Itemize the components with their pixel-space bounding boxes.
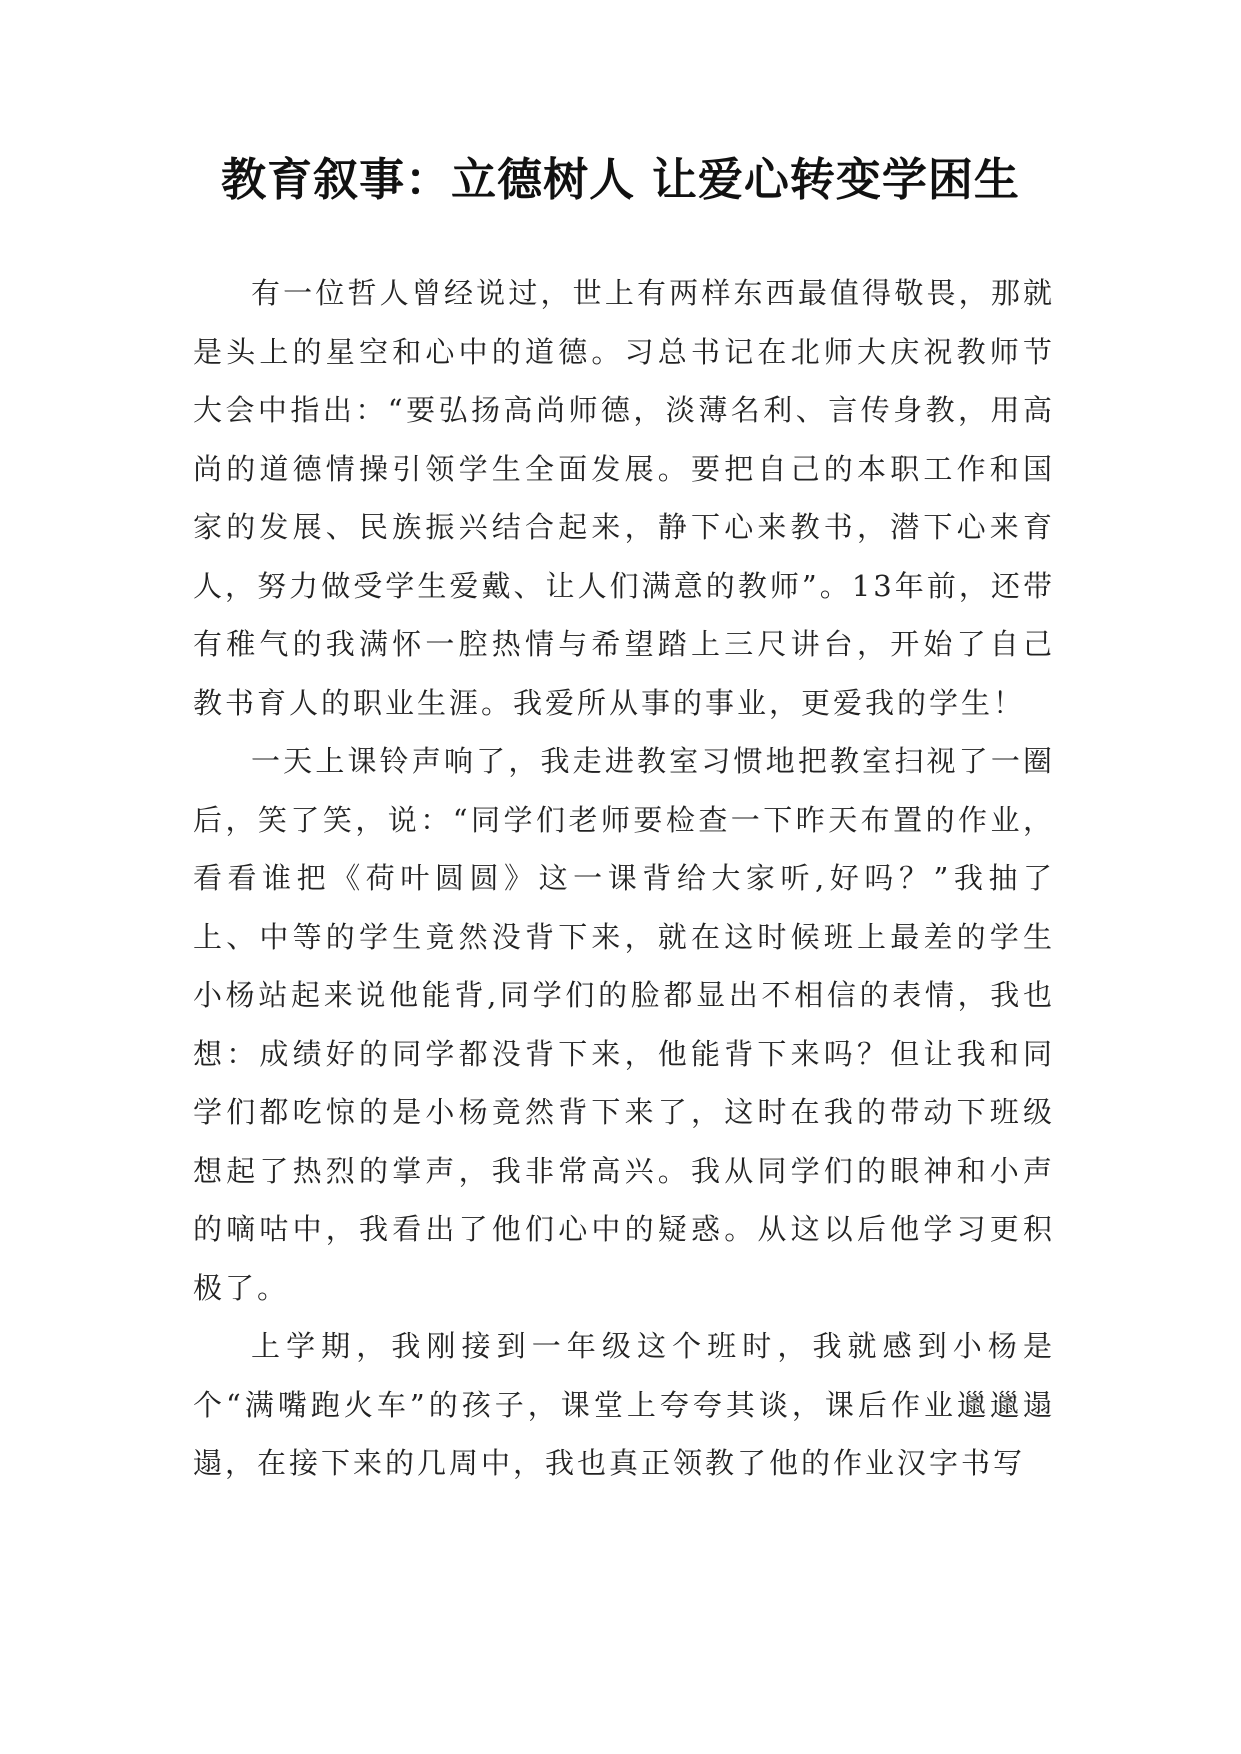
document-body [193,264,1055,1493]
paragraph-2: 一天上课铃声响了，我走进教室习惯地把教室扫视了一圈后，笑了笑，说：“同学们老师要检查一下昨天布置的作业，看看谁把《荷叶圆圆》这一课背给大家听,好吗？”我抽了上、中等的学生竟然没背下来，就在这时候班上最差的学生小杨站起来说他能背,同学们的脸都显出不相信的表情，我也想：成绩好的同学都没背下来，他能背下来吗？但让我和同学们都吃惊的是小杨竟然背下来了，这时在我的带动下班级想起了热烈的掌声，我非常高兴。我从同学们的眼神和小声的嘀咕中，我看出了他们心中的疑惑。从这以后他学习更积极了。 [193,744,1055,1305]
paragraph-3: 上学期，我刚接到一年级这个班时，我就感到小杨是个“满嘴跑火车”的孩子，课堂上夸夸其谈，课后作业邋邋遢遢，在接下来的几周中，我也真正领教了他的作业汉字书写 [193,1329,1055,1480]
paragraph-1: 有一位哲人曾经说过，世上有两样东西最值得敬畏，那就是头上的星空和心中的道德。习总书记在北师大庆祝教师节大会中指出：“要弘扬高尚师德，淡薄名利、言传身教，用高尚的道德情操引领学生全面发展。要把自己的本职工作和国家的发展、民族振兴结合起来，静下心来教书，潜下心来育人，努力做受学生爱戴、让人们满意的教师”。13年前，还带有稚气的我满怀一腔热情与希望踏上三尺讲台，开始了自己教书育人的职业生涯。我爱所从事的事业，更爱我的学生！ [193,276,1055,720]
document-title: 教育叙事：立德树人 让爱心转变学困生 [221,153,1020,206]
